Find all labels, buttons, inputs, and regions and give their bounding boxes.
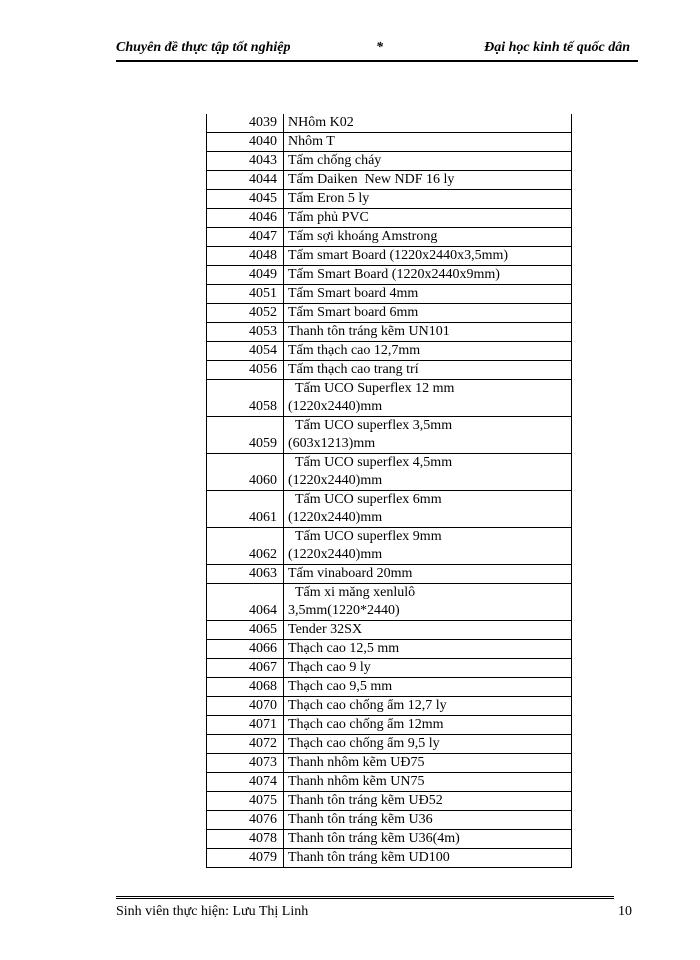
item-code: 4045 [207,190,284,209]
item-name-cell [284,830,572,849]
item-name-cell [284,266,572,285]
item-name: Tấm thạch cao trang trí [288,362,419,377]
table-row [207,454,572,491]
item-name-cell [284,716,572,735]
item-name-cell [284,678,572,697]
header-right-text: Đại học kinh tế quốc dân [484,40,630,55]
item-code: 4052 [207,304,284,323]
item-name-cell [284,491,572,528]
item-name-cell [284,773,572,792]
item-name: Tấm Daiken New NDF 16 ly [288,172,455,187]
table-row [207,697,572,716]
item-code: 4074 [207,773,284,792]
item-code: 4044 [207,171,284,190]
item-code: 4064 [207,584,284,621]
table-row [207,228,572,247]
item-code: 4058 [207,380,284,417]
item-name: Tấm Smart Board (1220x2440x9mm) [288,267,500,282]
item-code: 4075 [207,792,284,811]
table-row [207,849,572,868]
item-name: Thạch cao 12,5 mm [288,641,400,656]
footer-rule [116,896,614,899]
item-code: 4079 [207,849,284,868]
item-name-cell [284,811,572,830]
item-code: 4040 [207,133,284,152]
item-code: 4073 [207,754,284,773]
table-row [207,565,572,584]
item-name: Thanh tôn tráng kẽm UN101 [288,324,450,339]
item-code: 4061 [207,491,284,528]
item-name-cell [284,417,572,454]
item-name-cell [284,190,572,209]
item-name: Tấm UCO Superflex 12 mm (1220x2440)mm [288,381,455,414]
item-code: 4076 [207,811,284,830]
item-name-cell [284,454,572,491]
table-row [207,209,572,228]
item-code: 4039 [207,114,284,133]
item-name: Tấm Smart board 6mm [288,305,419,320]
item-code: 4067 [207,659,284,678]
table-row [207,659,572,678]
item-name-cell [284,528,572,565]
item-name: Tấm UCO superflex 3,5mm (603x1213)mm [288,418,453,451]
item-name-cell [284,792,572,811]
item-name: Tấm phủ PVC [288,210,369,225]
item-name-cell [284,565,572,584]
item-name-cell [284,133,572,152]
item-name: Thanh tôn tráng kẽm U36(4m) [288,831,460,846]
item-name-cell [284,304,572,323]
item-name-cell [284,659,572,678]
item-name: Thạch cao 9 ly [288,660,371,675]
item-code: 4054 [207,342,284,361]
item-code: 4056 [207,361,284,380]
table-row [207,285,572,304]
item-name: Thanh tôn tráng kẽm UĐ52 [288,793,443,808]
item-name: Nhôm T [288,134,335,149]
item-code: 4063 [207,565,284,584]
item-code: 4062 [207,528,284,565]
item-name-cell [284,735,572,754]
table-row [207,361,572,380]
table-row [207,114,572,133]
item-name-cell [284,247,572,266]
item-name: Thạch cao chống ẩm 12mm [288,717,444,732]
item-name: Thanh nhôm kẽm UN75 [288,774,425,789]
item-name-cell [284,640,572,659]
item-code: 4071 [207,716,284,735]
item-name-cell [284,849,572,868]
item-name-cell [284,152,572,171]
item-name: Tender 32SX [288,622,363,637]
item-name: Tấm Eron 5 ly [288,191,370,206]
item-name: Tấm Smart board 4mm [288,286,419,301]
item-name-cell [284,228,572,247]
item-name: Thanh tôn tráng kẽm U36 [288,812,433,827]
item-name-cell [284,697,572,716]
table-row [207,380,572,417]
table-row [207,190,572,209]
table-row [207,773,572,792]
item-name: Thạch cao chống ẩm 12,7 ly [288,698,447,713]
table-row [207,678,572,697]
item-code: 4068 [207,678,284,697]
item-name: Tấm UCO superflex 4,5mm (1220x2440)mm [288,455,453,488]
item-name: Tấm smart Board (1220x2440x3,5mm) [288,248,509,263]
table-row [207,640,572,659]
table-row [207,133,572,152]
table-row [207,528,572,565]
item-code: 4072 [207,735,284,754]
item-name-cell [284,171,572,190]
item-name: Thanh tôn tráng kẽm UD100 [288,850,450,865]
item-name: Tấm UCO superflex 9mm (1220x2440)mm [288,529,442,562]
table-row [207,811,572,830]
item-name: Tấm vinaboard 20mm [288,566,413,581]
header-left-text: Chuyên đề thực tập tốt nghiệp [116,40,291,55]
materials-table-body [207,114,572,868]
item-name-cell [284,361,572,380]
item-name-cell [284,114,572,133]
header-rule [116,60,638,62]
item-code: 4046 [207,209,284,228]
item-name: Tấm xi măng xenlulô 3,5mm(1220*2440) [288,585,416,618]
materials-table [206,114,572,868]
item-name-cell [284,209,572,228]
table-row [207,323,572,342]
table-row [207,247,572,266]
item-name: Thạch cao chống ẩm 9,5 ly [288,736,440,751]
table-row [207,830,572,849]
table-row [207,754,572,773]
item-code: 4049 [207,266,284,285]
item-code: 4070 [207,697,284,716]
item-name-cell [284,342,572,361]
item-name: Thanh nhôm kẽm UĐ75 [288,755,425,770]
page-header [116,38,634,58]
item-name: Tấm sợi khoáng Amstrong [288,229,438,244]
table-row [207,304,572,323]
item-code: 4066 [207,640,284,659]
table-row [207,584,572,621]
item-name-cell [284,323,572,342]
item-name-cell [284,621,572,640]
table-row [207,342,572,361]
table-row [207,171,572,190]
item-name-cell [284,754,572,773]
page-number: 10 [618,904,632,919]
table-row [207,266,572,285]
header-separator: * [376,40,383,55]
item-code: 4043 [207,152,284,171]
item-code: 4065 [207,621,284,640]
table-row [207,152,572,171]
item-code: 4053 [207,323,284,342]
table-row [207,735,572,754]
table-row [207,792,572,811]
item-code: 4047 [207,228,284,247]
item-name-cell [284,380,572,417]
item-name: Tấm thạch cao 12,7mm [288,343,421,358]
table-row [207,417,572,454]
item-code: 4078 [207,830,284,849]
item-code: 4060 [207,454,284,491]
item-code: 4048 [207,247,284,266]
table-row [207,621,572,640]
item-name: Tấm UCO superflex 6mm (1220x2440)mm [288,492,442,525]
student-name: Sinh viên thực hiện: Lưu Thị Linh [116,904,309,919]
item-name: Tấm chống cháy [288,153,382,168]
table-row [207,491,572,528]
item-name-cell [284,285,572,304]
item-name: Thạch cao 9,5 mm [288,679,393,694]
item-code: 4059 [207,417,284,454]
table-row [207,716,572,735]
item-name: NHôm K02 [288,115,354,130]
item-name-cell [284,584,572,621]
item-code: 4051 [207,285,284,304]
